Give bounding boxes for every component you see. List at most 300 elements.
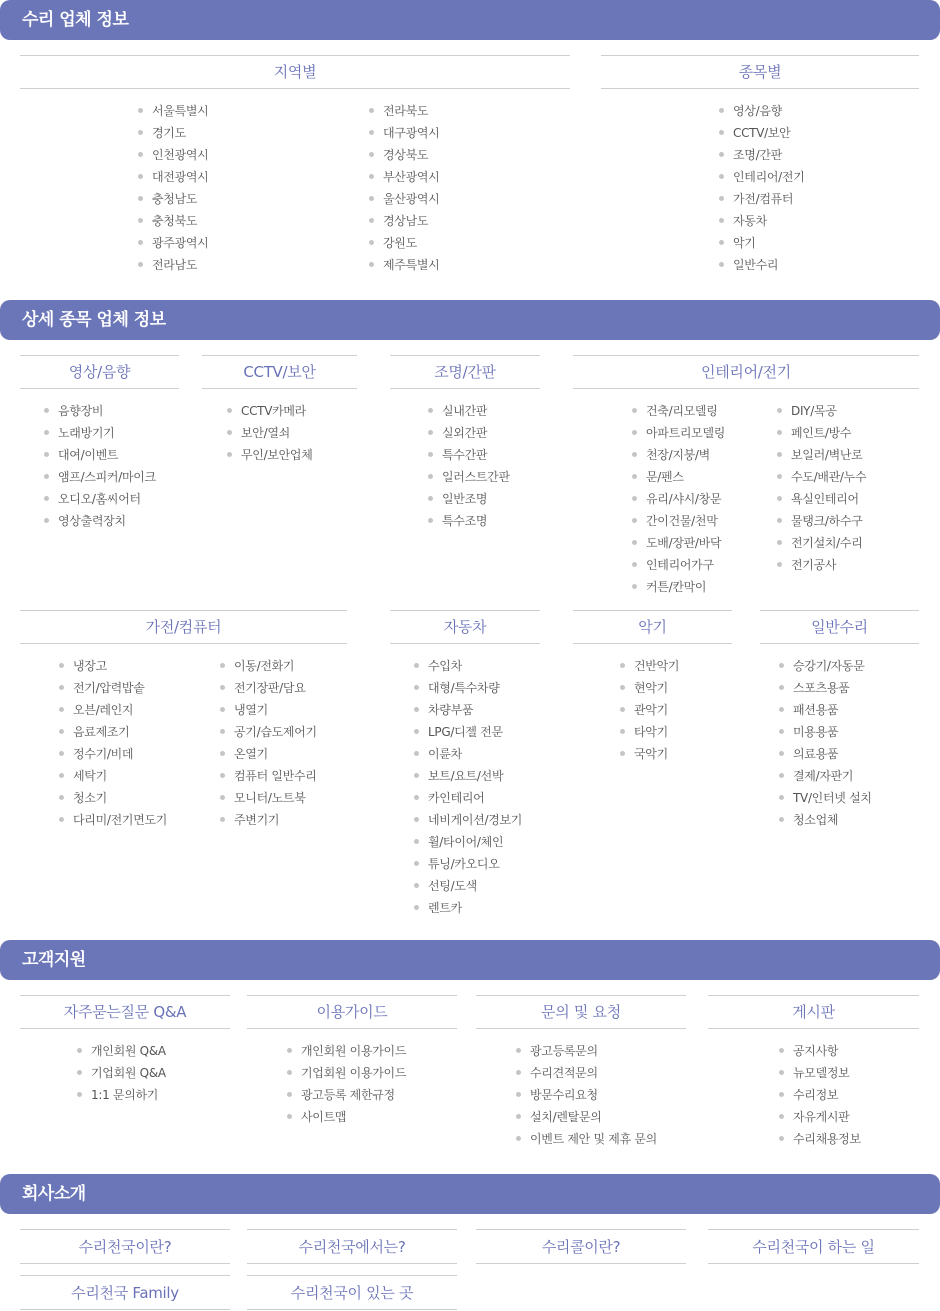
list-item[interactable] xyxy=(414,787,522,809)
detail-header-general[interactable]: 일반수리 xyxy=(760,610,919,644)
list-item-label: TV/인터넷 설치 xyxy=(793,791,872,805)
list-item-label: 전라북도 xyxy=(383,104,429,118)
list-item[interactable] xyxy=(220,809,317,831)
bullet-icon xyxy=(620,663,625,668)
support-list-board xyxy=(779,1040,861,1150)
bullet-icon xyxy=(779,1070,784,1075)
bullet-icon xyxy=(138,130,143,135)
bullet-icon xyxy=(719,262,724,267)
list-item-label: 물탱크/하수구 xyxy=(791,514,863,528)
detail-list-instrument xyxy=(620,655,679,765)
bullet-icon xyxy=(620,707,625,712)
list-item[interactable] xyxy=(428,444,510,466)
support-header-board[interactable]: 게시판 xyxy=(708,995,919,1029)
list-item-label: 1:1 문의하기 xyxy=(91,1088,159,1102)
bullet-icon xyxy=(516,1136,521,1141)
list-item[interactable] xyxy=(369,232,439,254)
list-item-label: 서울특별시 xyxy=(152,104,209,118)
list-item[interactable] xyxy=(428,510,510,532)
bullet-icon xyxy=(620,685,625,690)
list-item-label: 아파트리모델링 xyxy=(646,426,726,440)
list-item[interactable] xyxy=(138,166,208,188)
list-item-label: 문/펜스 xyxy=(646,470,684,484)
list-item[interactable] xyxy=(59,743,167,765)
list-item[interactable] xyxy=(620,699,679,721)
bullet-icon xyxy=(44,430,49,435)
list-item-label: 패션용품 xyxy=(793,703,839,717)
bullet-icon xyxy=(138,196,143,201)
list-item[interactable] xyxy=(227,444,313,466)
detail-list-appliance-2 xyxy=(220,655,317,831)
bullet-icon xyxy=(77,1070,82,1075)
list-item-label: 경상남도 xyxy=(383,214,429,228)
list-item[interactable] xyxy=(777,422,866,444)
list-item[interactable] xyxy=(516,1084,657,1106)
list-item[interactable] xyxy=(632,576,725,598)
list-item-label: 방문수리요청 xyxy=(530,1088,598,1102)
list-item-label: 공지사항 xyxy=(793,1044,839,1058)
detail-list-car xyxy=(414,655,522,919)
bullet-icon xyxy=(719,152,724,157)
bullet-icon xyxy=(77,1048,82,1053)
list-item[interactable] xyxy=(516,1062,657,1084)
support-list-inquiry xyxy=(516,1040,657,1150)
list-item[interactable] xyxy=(59,699,167,721)
bullet-icon xyxy=(779,773,784,778)
list-item[interactable] xyxy=(777,466,866,488)
bullet-icon xyxy=(719,218,724,223)
category-list xyxy=(719,100,805,276)
bullet-icon xyxy=(516,1070,521,1075)
list-item[interactable] xyxy=(227,400,313,422)
list-item[interactable] xyxy=(414,831,522,853)
list-item[interactable] xyxy=(414,809,522,831)
list-item[interactable] xyxy=(220,677,317,699)
company-link-services[interactable]: 수리천국에서는? xyxy=(247,1229,457,1264)
bullet-icon xyxy=(287,1048,292,1053)
list-item[interactable] xyxy=(779,1040,861,1062)
list-item[interactable] xyxy=(516,1128,657,1150)
list-item[interactable] xyxy=(138,232,208,254)
list-item[interactable] xyxy=(777,554,866,576)
list-item[interactable] xyxy=(138,254,208,276)
list-item-label: 냉장고 xyxy=(73,659,107,673)
list-item-label: 페인트/방수 xyxy=(791,426,852,440)
bullet-icon xyxy=(779,729,784,734)
bullet-icon xyxy=(138,218,143,223)
bullet-icon xyxy=(719,196,724,201)
detail-list-interior-1 xyxy=(632,400,725,598)
list-item[interactable] xyxy=(516,1106,657,1128)
bullet-icon xyxy=(777,562,782,567)
list-item-label: 기업회원 Q&A xyxy=(91,1066,166,1080)
list-item[interactable] xyxy=(44,400,156,422)
region-header[interactable]: 지역별 xyxy=(20,55,570,89)
list-item[interactable] xyxy=(227,422,313,444)
bullet-icon xyxy=(428,408,433,413)
list-item-label: 보안/열쇠 xyxy=(241,426,290,440)
list-item[interactable] xyxy=(414,897,522,919)
list-item[interactable] xyxy=(632,554,725,576)
detail-list-general xyxy=(779,655,872,831)
bullet-icon xyxy=(777,430,782,435)
list-item-label: 전기/압력밥솥 xyxy=(73,681,145,695)
list-item[interactable] xyxy=(632,400,725,422)
list-item[interactable] xyxy=(620,655,679,677)
list-item-label: 전기설치/수리 xyxy=(791,536,863,550)
list-item[interactable] xyxy=(369,122,439,144)
list-item[interactable] xyxy=(620,721,679,743)
list-item[interactable] xyxy=(287,1040,406,1062)
bullet-icon xyxy=(620,729,625,734)
company-link-about[interactable]: 수리천국이란? xyxy=(20,1229,230,1264)
bullet-icon xyxy=(227,408,232,413)
list-item[interactable] xyxy=(632,532,725,554)
list-item[interactable] xyxy=(428,466,510,488)
list-item-label: 무인/보안업체 xyxy=(241,448,313,462)
company-link-repaircall[interactable]: 수리콜이란? xyxy=(476,1229,686,1264)
list-item[interactable] xyxy=(220,699,317,721)
company-link-location[interactable]: 수리천국이 있는 곳 xyxy=(247,1275,457,1310)
bullet-icon xyxy=(59,773,64,778)
list-item[interactable] xyxy=(138,144,208,166)
bullet-icon xyxy=(428,496,433,501)
bullet-icon xyxy=(779,1136,784,1141)
list-item[interactable] xyxy=(632,444,725,466)
list-item[interactable] xyxy=(287,1062,406,1084)
list-item[interactable] xyxy=(220,765,317,787)
bullet-icon xyxy=(138,108,143,113)
list-item[interactable] xyxy=(632,422,725,444)
list-item-label: 전기장판/담요 xyxy=(234,681,306,695)
list-item-label: 수리정보 xyxy=(793,1088,839,1102)
detail-header-car[interactable]: 자동차 xyxy=(390,610,540,644)
list-item-label: 이동/전화기 xyxy=(234,659,295,673)
list-item[interactable] xyxy=(138,122,208,144)
bullet-icon xyxy=(414,685,419,690)
detail-header-appliance[interactable]: 가전/컴퓨터 xyxy=(20,610,347,644)
list-item[interactable] xyxy=(414,875,522,897)
list-item-label: 이벤트 제안 및 제휴 문의 xyxy=(530,1132,657,1146)
bullet-icon xyxy=(414,861,419,866)
bullet-icon xyxy=(77,1092,82,1097)
list-item[interactable] xyxy=(59,765,167,787)
list-item-label: 컴퓨터 일반수리 xyxy=(234,769,317,783)
bullet-icon xyxy=(719,130,724,135)
detail-header-instrument[interactable]: 악기 xyxy=(573,610,732,644)
list-item-label: 제주특별시 xyxy=(383,258,440,272)
list-item-label: 설치/렌탈문의 xyxy=(530,1110,602,1124)
detail-list-light xyxy=(428,400,510,532)
list-item-label: 미용용품 xyxy=(793,725,839,739)
list-item-label: 광고등록문의 xyxy=(530,1044,598,1058)
list-item[interactable] xyxy=(138,188,208,210)
bullet-icon xyxy=(428,452,433,457)
company-link-work[interactable]: 수리천국이 하는 일 xyxy=(708,1229,919,1264)
bullet-icon xyxy=(287,1070,292,1075)
list-item[interactable] xyxy=(777,532,866,554)
list-item[interactable] xyxy=(779,809,872,831)
bullet-icon xyxy=(719,174,724,179)
list-item-label: 일반조명 xyxy=(442,492,488,506)
list-item[interactable] xyxy=(77,1040,166,1062)
list-item[interactable] xyxy=(779,1062,861,1084)
list-item[interactable] xyxy=(428,400,510,422)
list-item[interactable] xyxy=(414,721,522,743)
list-item-label: 자유게시판 xyxy=(793,1110,850,1124)
list-item-label: 수리채용정보 xyxy=(793,1132,861,1146)
list-item[interactable] xyxy=(414,655,522,677)
list-item[interactable] xyxy=(44,488,156,510)
bullet-icon xyxy=(414,817,419,822)
list-item[interactable] xyxy=(719,254,805,276)
bullet-icon xyxy=(414,773,419,778)
bullet-icon xyxy=(138,240,143,245)
list-item-label: CCTV카메라 xyxy=(241,404,306,418)
list-item[interactable] xyxy=(414,765,522,787)
bullet-icon xyxy=(414,729,419,734)
support-header-guide[interactable]: 이용가이드 xyxy=(247,995,457,1029)
bullet-icon xyxy=(414,905,419,910)
list-item-label: 관악기 xyxy=(634,703,668,717)
list-item-label: 인테리어가구 xyxy=(646,558,714,572)
list-item[interactable] xyxy=(779,787,872,809)
list-item[interactable] xyxy=(220,721,317,743)
list-item-label: 대전광역시 xyxy=(152,170,209,184)
list-item[interactable] xyxy=(777,444,866,466)
list-item[interactable] xyxy=(779,677,872,699)
list-item-label: 개인회원 Q&A xyxy=(91,1044,166,1058)
bullet-icon xyxy=(220,729,225,734)
bullet-icon xyxy=(777,496,782,501)
detail-header-cctv[interactable]: CCTV/보안 xyxy=(202,355,357,389)
list-item[interactable] xyxy=(719,210,805,232)
bullet-icon xyxy=(227,430,232,435)
list-item[interactable] xyxy=(632,488,725,510)
bullet-icon xyxy=(44,496,49,501)
detail-header-light[interactable]: 조명/간판 xyxy=(390,355,540,389)
bullet-icon xyxy=(777,540,782,545)
list-item[interactable] xyxy=(719,122,805,144)
list-item-label: 선팅/도색 xyxy=(428,879,477,893)
bullet-icon xyxy=(138,262,143,267)
list-item[interactable] xyxy=(779,699,872,721)
list-item-label: 광주광역시 xyxy=(152,236,209,250)
list-item-label: 청소기 xyxy=(73,791,107,805)
list-item[interactable] xyxy=(719,144,805,166)
list-item-label: 천장/지붕/벽 xyxy=(646,448,710,462)
bullet-icon xyxy=(777,452,782,457)
list-item[interactable] xyxy=(779,721,872,743)
list-item-label: 수입차 xyxy=(428,659,462,673)
list-item[interactable] xyxy=(779,743,872,765)
list-item-label: 세탁기 xyxy=(73,769,107,783)
list-item[interactable] xyxy=(779,655,872,677)
list-item[interactable] xyxy=(59,655,167,677)
list-item-label: 충청북도 xyxy=(152,214,198,228)
category-header[interactable]: 종목별 xyxy=(601,55,919,89)
list-item[interactable] xyxy=(428,488,510,510)
list-item-label: 욕실인테리어 xyxy=(791,492,859,506)
list-item[interactable] xyxy=(719,166,805,188)
list-item[interactable] xyxy=(414,743,522,765)
list-item-label: 광고등록 제한규정 xyxy=(301,1088,395,1102)
list-item-label: 간이건물/천막 xyxy=(646,514,718,528)
list-item[interactable] xyxy=(620,743,679,765)
list-item-label: 음료제조기 xyxy=(73,725,130,739)
list-item-label: 튜닝/카오디오 xyxy=(428,857,500,871)
bullet-icon xyxy=(428,430,433,435)
list-item[interactable] xyxy=(369,100,439,122)
list-item[interactable] xyxy=(719,232,805,254)
list-item-label: 건반악기 xyxy=(634,659,680,673)
bullet-icon xyxy=(632,452,637,457)
bullet-icon xyxy=(287,1092,292,1097)
list-item-label: 스포츠용품 xyxy=(793,681,850,695)
list-item[interactable] xyxy=(287,1106,406,1128)
region-list-2 xyxy=(369,100,439,276)
list-item-label: 의료용품 xyxy=(793,747,839,761)
bullet-icon xyxy=(220,707,225,712)
list-item[interactable] xyxy=(620,677,679,699)
list-item[interactable] xyxy=(138,100,208,122)
list-item-label: 오븐/레인지 xyxy=(73,703,134,717)
list-item[interactable] xyxy=(369,144,439,166)
bullet-icon xyxy=(220,817,225,822)
list-item-label: 타악기 xyxy=(634,725,668,739)
list-item[interactable] xyxy=(779,1106,861,1128)
list-item-label: 인천광역시 xyxy=(152,148,209,162)
bullet-icon xyxy=(369,218,374,223)
list-item[interactable] xyxy=(516,1040,657,1062)
list-item[interactable] xyxy=(632,510,725,532)
list-item[interactable] xyxy=(138,210,208,232)
list-item-label: 전라남도 xyxy=(152,258,198,272)
support-header-faq[interactable]: 자주묻는질문 Q&A xyxy=(20,995,230,1029)
section-title: 회사소개 xyxy=(22,1184,86,1204)
list-item[interactable] xyxy=(428,422,510,444)
list-item[interactable] xyxy=(779,1128,861,1150)
list-item-label: 대형/특수차량 xyxy=(428,681,500,695)
bullet-icon xyxy=(719,240,724,245)
region-list-1 xyxy=(138,100,208,276)
company-link-family[interactable]: 수리천국 Family xyxy=(20,1275,230,1310)
list-item-label: 실외간판 xyxy=(442,426,488,440)
list-item-label: 네비게이션/경보기 xyxy=(428,813,523,827)
list-item-label: 울산광역시 xyxy=(383,192,440,206)
list-item-label: 청소업체 xyxy=(793,813,839,827)
list-item[interactable] xyxy=(220,655,317,677)
bullet-icon xyxy=(59,707,64,712)
bullet-icon xyxy=(632,474,637,479)
list-item[interactable] xyxy=(719,100,805,122)
list-item[interactable] xyxy=(777,488,866,510)
detail-header-interior[interactable]: 인테리어/전기 xyxy=(573,355,919,389)
list-item[interactable] xyxy=(220,787,317,809)
bullet-icon xyxy=(369,130,374,135)
list-item[interactable] xyxy=(369,254,439,276)
bullet-icon xyxy=(44,474,49,479)
bullet-icon xyxy=(777,408,782,413)
list-item-label: 유리/샤시/창문 xyxy=(646,492,722,506)
list-item-label: LPG/디젤 전문 xyxy=(428,725,503,739)
bullet-icon xyxy=(44,408,49,413)
detail-header-av[interactable]: 영상/음향 xyxy=(20,355,179,389)
bullet-icon xyxy=(632,408,637,413)
list-item[interactable] xyxy=(369,188,439,210)
list-item-label: 앰프/스피커/마이크 xyxy=(58,470,156,484)
bullet-icon xyxy=(220,685,225,690)
list-item[interactable] xyxy=(777,400,866,422)
list-item[interactable] xyxy=(44,466,156,488)
bullet-icon xyxy=(59,751,64,756)
bullet-icon xyxy=(632,518,637,523)
list-item[interactable] xyxy=(59,787,167,809)
list-item[interactable] xyxy=(77,1084,166,1106)
list-item[interactable] xyxy=(777,510,866,532)
section-title: 고객지원 xyxy=(22,950,86,970)
bullet-icon xyxy=(369,152,374,157)
support-list-guide xyxy=(287,1040,406,1128)
bullet-icon xyxy=(632,562,637,567)
list-item[interactable] xyxy=(369,210,439,232)
list-item-label: 조명/간판 xyxy=(733,148,782,162)
list-item-label: 특수조명 xyxy=(442,514,488,528)
list-item[interactable] xyxy=(59,677,167,699)
list-item-label: 영상/음향 xyxy=(733,104,782,118)
bullet-icon xyxy=(138,174,143,179)
bullet-icon xyxy=(59,729,64,734)
list-item[interactable] xyxy=(779,765,872,787)
list-item[interactable] xyxy=(287,1084,406,1106)
list-item[interactable] xyxy=(220,743,317,765)
bullet-icon xyxy=(59,663,64,668)
list-item[interactable] xyxy=(719,188,805,210)
list-item-label: 노래방기기 xyxy=(58,426,115,440)
list-item-label: 충청남도 xyxy=(152,192,198,206)
list-item-label: 기업회원 이용가이드 xyxy=(301,1066,407,1080)
bullet-icon xyxy=(414,663,419,668)
list-item[interactable] xyxy=(44,444,156,466)
detail-list-cctv xyxy=(227,400,313,466)
list-item-label: 실내간판 xyxy=(442,404,488,418)
list-item[interactable] xyxy=(59,721,167,743)
list-item-label: 공기/습도제어기 xyxy=(234,725,317,739)
list-item[interactable] xyxy=(779,1084,861,1106)
support-header-inquiry[interactable]: 문의 및 요청 xyxy=(476,995,686,1029)
list-item[interactable] xyxy=(59,809,167,831)
list-item[interactable] xyxy=(414,677,522,699)
bullet-icon xyxy=(516,1092,521,1097)
list-item[interactable] xyxy=(414,853,522,875)
list-item[interactable] xyxy=(44,422,156,444)
bullet-icon xyxy=(428,474,433,479)
list-item-label: 이륜차 xyxy=(428,747,462,761)
list-item-label: 정수기/비데 xyxy=(73,747,134,761)
list-item-label: 주변기기 xyxy=(234,813,280,827)
list-item[interactable] xyxy=(414,699,522,721)
bullet-icon xyxy=(428,518,433,523)
list-item-label: 렌트카 xyxy=(428,901,462,915)
list-item[interactable] xyxy=(632,466,725,488)
list-item[interactable] xyxy=(77,1062,166,1084)
section-header-company xyxy=(0,1174,940,1214)
list-item-label: 수리견적문의 xyxy=(530,1066,598,1080)
list-item[interactable] xyxy=(44,510,156,532)
list-item[interactable] xyxy=(369,166,439,188)
bullet-icon xyxy=(59,685,64,690)
list-item-label: 승강기/자동문 xyxy=(793,659,865,673)
